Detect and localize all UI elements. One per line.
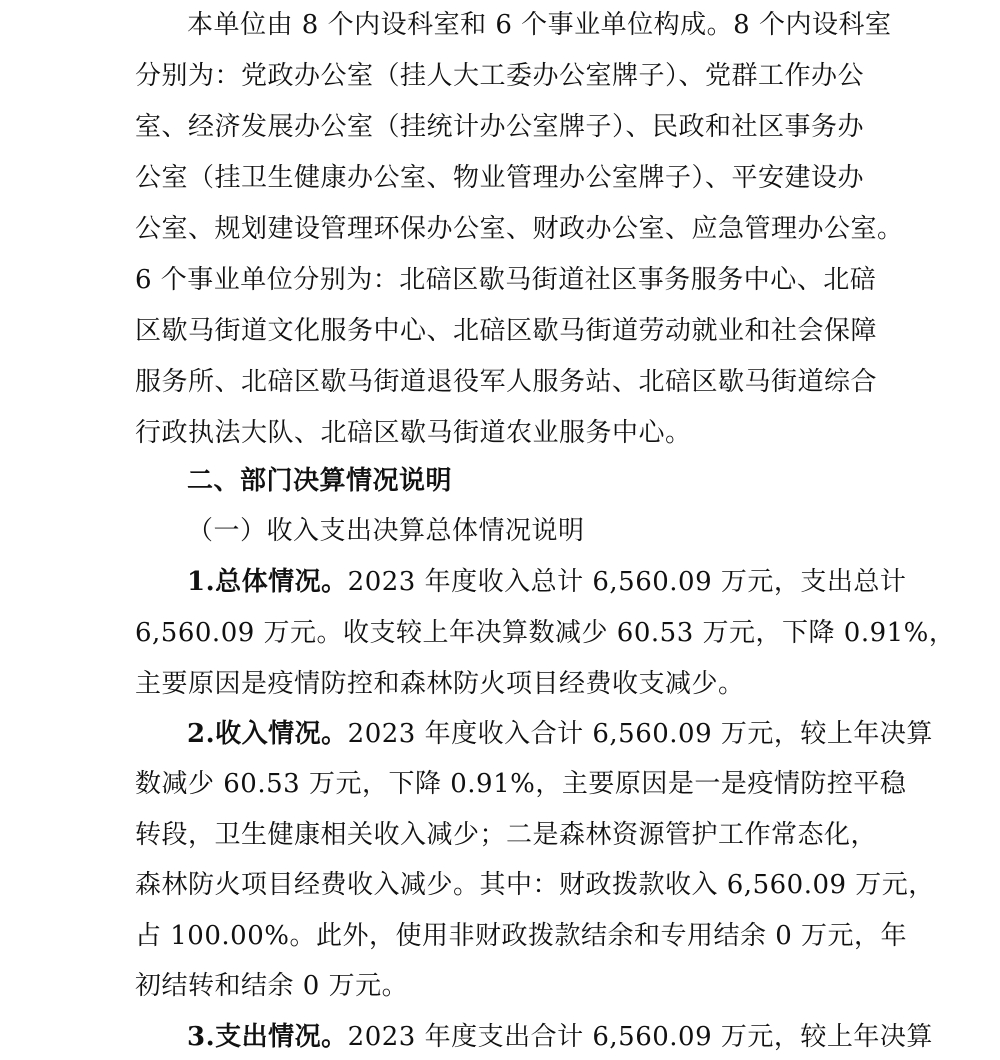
item2-line-5: 占 100.00%。此外，使用非财政拨款结余和专用结余 0 万元，年 <box>135 921 908 951</box>
item2-label: 2.收入情况。 <box>187 719 348 749</box>
para1-line-2: 分别为：党政办公室（挂人大工委办公室牌子）、党群工作办公 <box>135 61 865 91</box>
item2-line-1 <box>187 717 933 751</box>
item1-line-3: 主要原因是疫情防控和森林防火项目经费收支减少。 <box>135 669 745 699</box>
para1-line-8: 服务所、北碚区歇马街道退役军人服务站、北碚区歇马街道综合 <box>135 367 878 397</box>
item2-line-4: 森林防火项目经费收入减少。其中：财政拨款收入 6,560.09 万元， <box>135 870 935 900</box>
item1-line-2: 6,560.09 万元。收支较上年决算数减少 60.53 万元，下降 0.91%， <box>135 618 956 648</box>
item3-label: 3.支出情况。 <box>187 1022 348 1052</box>
para1-line-5: 公室、规划建设管理环保办公室、财政办公室、应急管理办公室。 <box>135 214 904 244</box>
para1-line-4: 公室（挂卫生健康办公室、物业管理办公室牌子）、平安建设办 <box>135 163 865 193</box>
para1-line-6: 6 个事业单位分别为：北碚区歇马街道社区事务服务中心、北碚 <box>135 265 877 295</box>
item1-label: 1.总体情况。 <box>187 567 348 597</box>
section-heading: 二、部门决算情况说明 <box>187 466 453 496</box>
para1-line-3: 室、经济发展办公室（挂统计办公室牌子）、民政和社区事务办 <box>135 112 865 142</box>
item2-line-6: 初结转和结余 0 万元。 <box>135 971 409 1001</box>
item3-line-1 <box>187 1020 933 1054</box>
item1-text-1: 2023 年度收入总计 6,560.09 万元，支出总计 <box>347 567 907 597</box>
item2-line-2: 数减少 60.53 万元，下降 0.91%，主要原因是一是疫情防控平稳 <box>135 769 907 799</box>
para1-line-9: 行政执法大队、北碚区歇马街道农业服务中心。 <box>135 418 692 448</box>
item1-line-1 <box>187 565 906 599</box>
para1-line-1: 本单位由 8 个内设科室和 6 个事业单位构成。8 个内设科室 <box>187 10 892 40</box>
item2-line-3: 转段，卫生健康相关收入减少；二是森林资源管护工作常态化， <box>135 820 878 850</box>
item3-text-1: 2023 年度支出合计 6,560.09 万元，较上年决算 <box>347 1022 933 1052</box>
para1-line-7: 区歇马街道文化服务中心、北碚区歇马街道劳动就业和社会保障 <box>135 316 878 346</box>
subsection-heading: （一）收入支出决算总体情况说明 <box>187 516 585 546</box>
item2-text-1: 2023 年度收入合计 6,560.09 万元，较上年决算 <box>347 719 933 749</box>
